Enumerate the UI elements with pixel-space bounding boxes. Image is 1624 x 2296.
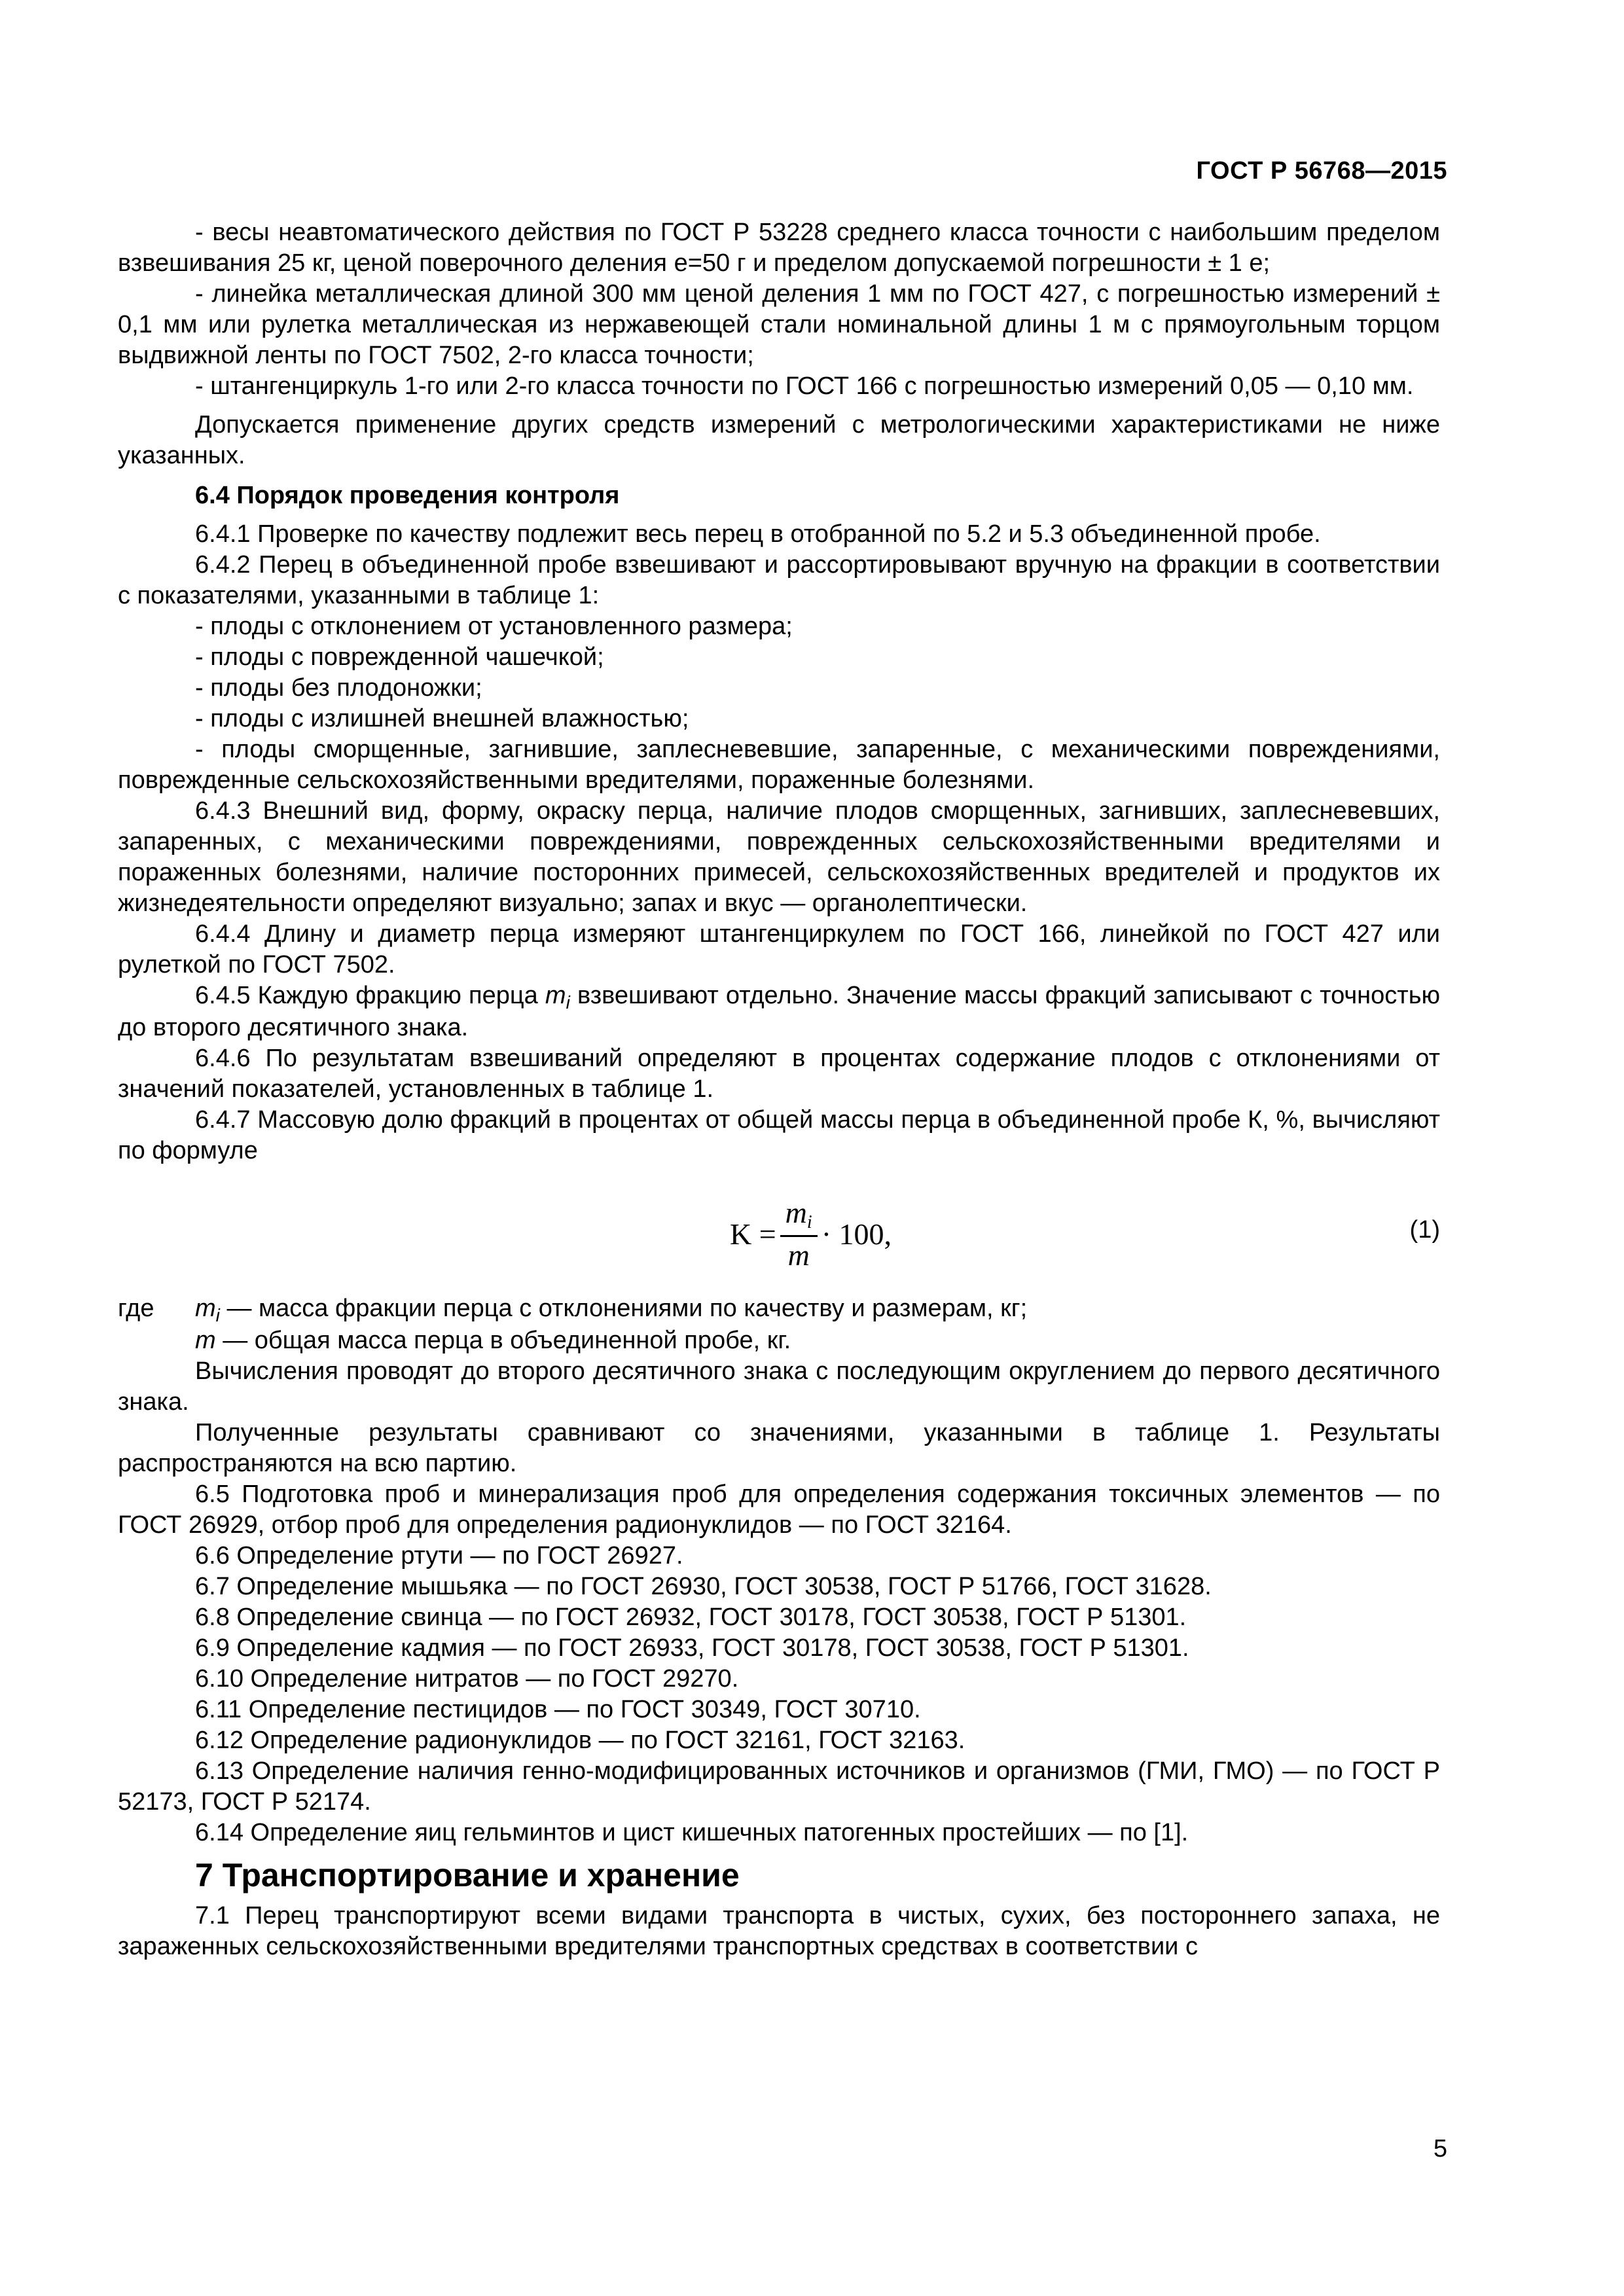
paragraph-7-1: 7.1 Перец транспортируют всеми видами транспорта в чистых, сухих, без постороннего запаха, не зараженных сельскохозяйственными вредителями транспортных средствах в соответствии с [118,1902,1440,1960]
paragraph-6-6: 6.6 Определение ртути — по ГОСТ 26927. [195,1542,683,1570]
formula-number: (1) [1409,1216,1440,1244]
results-note: Полученные результаты сравнивают со значениями, указанными в таблице 1. Результаты распространяются на всю партию. [118,1419,1440,1477]
variable-subscript-i: i [566,992,570,1013]
paragraph-6-7: 6.7 Определение мышьяка — по ГОСТ 26930, ГОСТ 30538, ГОСТ Р 51766, ГОСТ 31628. [195,1573,1212,1600]
paragraph-6-4-3: 6.4.3 Внешний вид, форму, окраску перца, наличие плодов сморщенных, загнивших, заплесневевших, запаренных, с механическими повреждениями, поврежденных сельскохозяйственными вредителями и пораженных болезнями, наличие посторонних примесей, сельскохозяйственных вредителей и продуктов их жизнедеятельности определяют визуально; запах и вкус — органолептически. [118,797,1440,917]
list-item: - плоды сморщенные, загнившие, заплесневевшие, запаренные, с механическими повреждениями, поврежденные сельскохозяйственными вредителями, пораженные болезнями. [118,736,1440,794]
paragraph-6-9: 6.9 Определение кадмия — по ГОСТ 26933, ГОСТ 30178, ГОСТ 30538, ГОСТ Р 51301. [195,1634,1189,1662]
section-heading-7: 7 Транспортирование и хранение [195,1857,740,1893]
definition-m [195,1325,1440,1356]
formula-row [118,1185,1440,1283]
subsection-heading-6-4: 6.4 Порядок проведения контроля [195,482,620,509]
formula-fraction [780,1197,818,1270]
paragraph-6-4-5 [118,980,1440,1043]
list-item: - плоды без плодоножки; [195,674,482,702]
paragraph-6-4-5-start: 6.4.5 Каждую фракцию перца [195,982,545,1009]
definition-variable: m [195,1295,216,1322]
list-item: - плоды с отклонением от установленного размера; [195,613,793,640]
where-label: где [118,1295,154,1322]
list-item: - плоды с поврежденной чашечкой; [195,643,604,671]
where-definitions [118,1293,1440,1356]
equipment-item-scales: - весы неавтоматического действия по ГОСТ Р 53228 среднего класса точности с наибольшим пределом взвешивания 25 кг, ценой поверочного деления е=50 г и пределом допускаемой погрешности ± 1 е; [118,219,1440,277]
definition-text: — общая масса перца в объединенной пробе, кг. [215,1327,791,1354]
equipment-item-ruler: - линейка металлическая длиной 300 мм ценой деления 1 мм по ГОСТ 427, с погрешностью измерений ± 0,1 мм или рулетка металлическая из нержавеющей стали номинальной длины 1 м с прямоугольным торцом выдвижной ленты по ГОСТ 7502, 2-го класса точности; [118,280,1440,369]
rounding-note: Вычисления проводят до второго десятичного знака с последующим округлением до первого десятичного знака. [118,1357,1440,1416]
paragraph-6-4-6: 6.4.6 По результатам взвешиваний определяют в процентах содержание плодов с отклонениями от значений показателей, установленных в таблице 1. [118,1045,1440,1103]
definition-mi [195,1293,1440,1325]
paragraph-6-13: 6.13 Определение наличия генно-модифицированных источников и организмов (ГМИ, ГМО) — по ГОСТ Р 52173, ГОСТ Р 52174. [118,1757,1440,1816]
list-item: - плоды с излишней внешней влажностью; [195,705,689,732]
equipment-note: Допускается применение других средств измерений с метрологическими характеристиками не ниже указанных. [118,411,1440,469]
paragraph-6-12: 6.12 Определение радионуклидов — по ГОСТ 32161, ГОСТ 32163. [195,1727,965,1754]
definition-subscript: i [215,1305,220,1325]
numerator-subscript: i [806,1212,812,1232]
paragraph-6-14: 6.14 Определение яиц гельминтов и цист кишечных патогенных простейших — по [1]. [195,1819,1189,1846]
paragraph-6-4-5-end: взвешивают отдельно. Значение массы фракций записывают с точностью до второго десятичного знака. [118,982,1440,1041]
document-code: ГОСТ Р 56768—2015 [1196,157,1447,185]
formula-lhs: K = [730,1217,776,1251]
page-number: 5 [1433,2135,1447,2162]
paragraph-6-4-4: 6.4.4 Длину и диаметр перца измеряют штангенциркулем по ГОСТ 166, линейкой по ГОСТ 427 или рулеткой по ГОСТ 7502. [118,920,1440,978]
variable-m: m [545,982,566,1009]
paragraph-6-11: 6.11 Определение пестицидов — по ГОСТ 30349, ГОСТ 30710. [195,1696,921,1723]
numerator-variable: m [785,1196,807,1229]
formula-rhs: · 100, [821,1217,892,1251]
paragraph-6-4-7: 6.4.7 Массовую долю фракций в процентах от общей массы перца в объединенной пробе К, %, вычисляют по формуле [118,1106,1440,1164]
paragraph-6-5: 6.5 Подготовка проб и минерализация проб для определения содержания токсичных элементов — по ГОСТ 26929, отбор проб для определения радионуклидов — по ГОСТ 32164. [118,1480,1440,1539]
paragraph-6-4-2: 6.4.2 Перец в объединенной пробе взвешивают и рассортировывают вручную на фракции в соответствии с показателями, указанными в таблице 1: [118,551,1440,609]
definition-variable: m [195,1327,216,1354]
paragraph-6-4-1: 6.4.1 Проверке по качеству подлежит весь перец в отобранной по 5.2 и 5.3 объединенной пробе. [195,520,1321,548]
equipment-item-caliper: - штангенциркуль 1-го или 2-го класса точности по ГОСТ 166 с погрешностью измерений 0,05 — 0,10 мм. [195,372,1414,400]
formula-denominator: m [787,1238,810,1272]
definition-text: — масса фракции перца с отклонениями по качеству и размерам, кг; [219,1295,1028,1322]
paragraph-6-8: 6.8 Определение свинца — по ГОСТ 26932, ГОСТ 30178, ГОСТ 30538, ГОСТ Р 51301. [195,1604,1187,1631]
formula-1 [730,1185,892,1283]
formula-numerator [780,1197,818,1237]
page-body [118,217,1440,1962]
paragraph-6-10: 6.10 Определение нитратов — по ГОСТ 29270. [195,1665,739,1693]
